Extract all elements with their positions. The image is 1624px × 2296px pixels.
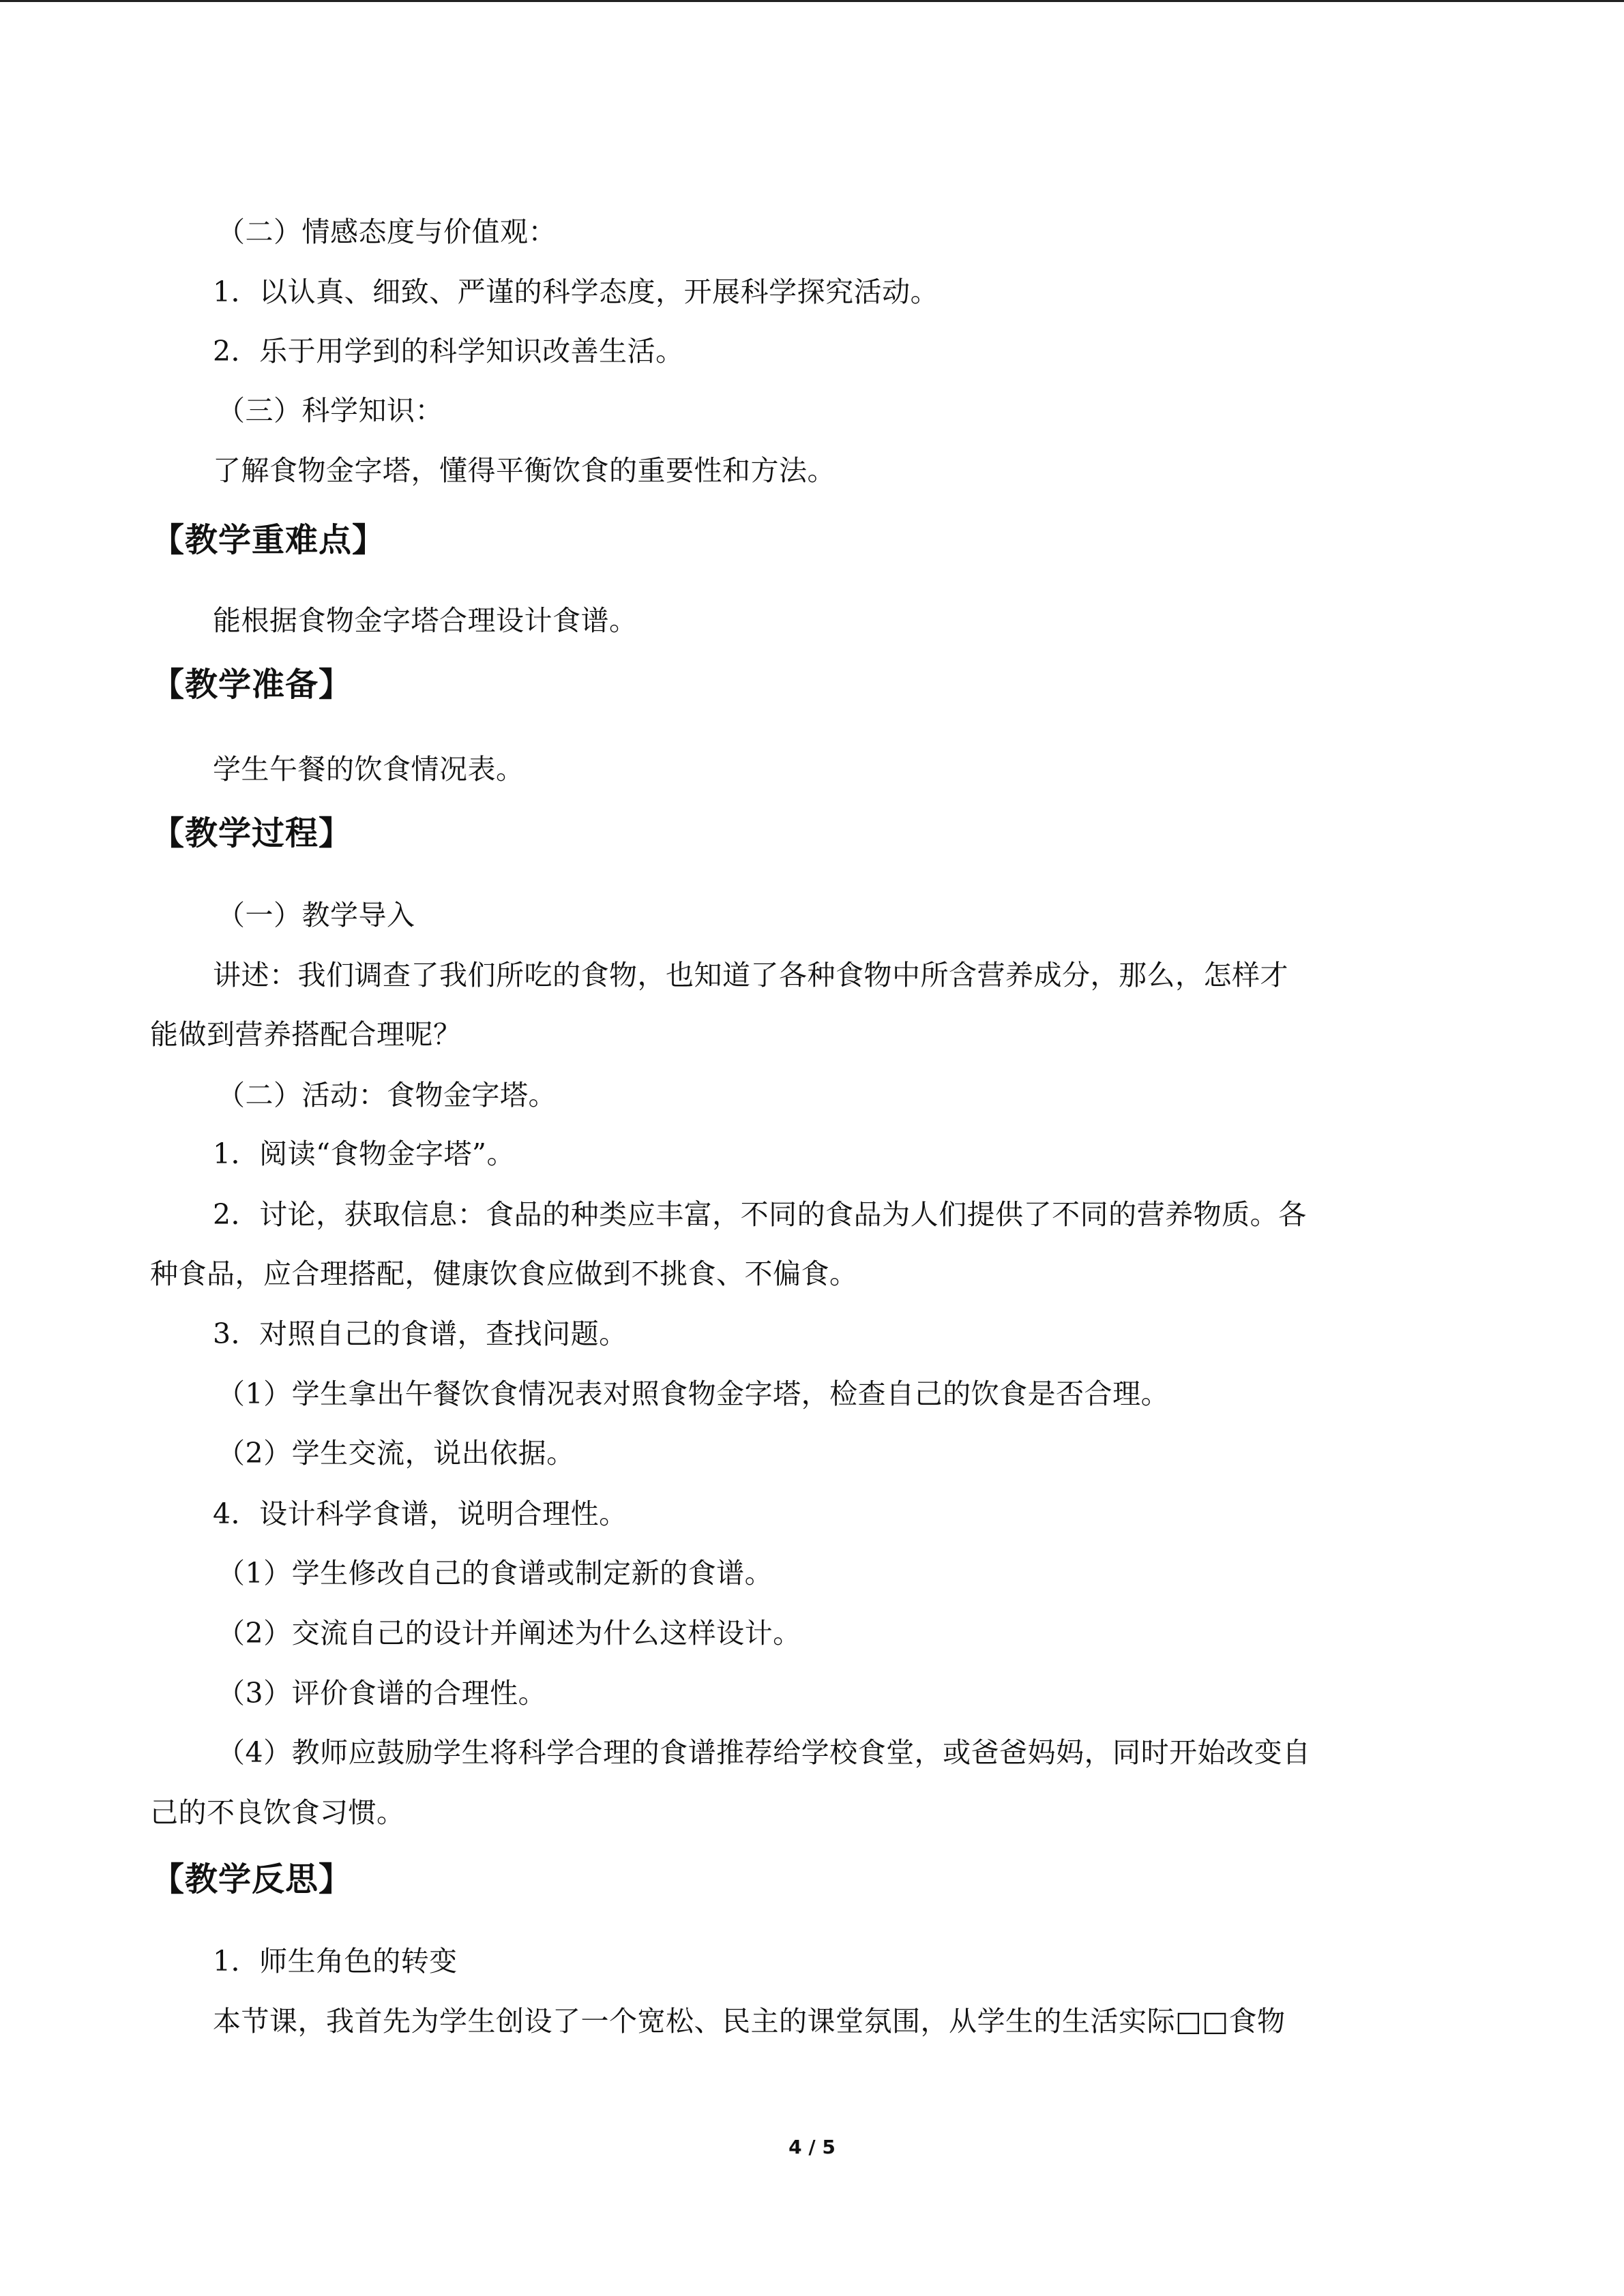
activity-title: （二）活动：食物金字塔。 [217,1079,557,1112]
emotion-section-title: （二）情感态度与价值观： [217,215,557,248]
step-4-sub-2: （2）交流自己的设计并阐述为什么这样设计。 [217,1617,801,1650]
step-4: 4．设计科学食谱，说明合理性。 [213,1497,628,1530]
intro-line-2: 能做到营养搭配合理呢？ [150,1018,462,1051]
step-4-sub-3: （3）评价食谱的合理性。 [217,1677,547,1710]
reflection-item-1: 1．师生角色的转变 [213,1945,458,1978]
step-3-sub-2: （2）学生交流，说出依据。 [217,1437,575,1470]
step-2-line-2: 种食品，应合理搭配，健康饮食应做到不挑食、不偏食。 [150,1257,858,1290]
step-3: 3．对照自己的食谱，查找问题。 [213,1317,628,1350]
step-2-line-1: 2．讨论，获取信息：食品的种类应丰富，不同的食品为人们提供了不同的营养物质。各 [213,1198,1307,1231]
top-border-line [0,0,1624,2]
emotion-item-2: 2．乐于用学到的科学知识改善生活。 [213,335,684,368]
knowledge-text: 了解食物金字塔，懂得平衡饮食的重要性和方法。 [213,454,836,487]
step-1: 1．阅读“食物金字塔”。 [213,1137,516,1170]
emotion-item-1: 1．以认真、细致、严谨的科学态度，开展科学探究活动。 [213,275,939,308]
process-heading: 【教学过程】 [151,814,353,852]
reflection-text: 本节课，我首先为学生创设了一个宽松、民主的课堂氛围，从学生的生活实际□□食物 [213,2005,1286,2038]
preparation-heading: 【教学准备】 [151,666,353,704]
step-4-sub-1: （1）学生修改自己的食谱或制定新的食谱。 [217,1557,773,1590]
step-4-sub-4-line-2: 己的不良饮食习惯。 [150,1796,405,1829]
knowledge-section-title: （三）科学知识： [217,394,443,427]
reflection-heading: 【教学反思】 [151,1860,353,1898]
key-points-text: 能根据食物金字塔合理设计食谱。 [213,604,638,637]
intro-line-1: 讲述：我们调查了我们所吃的食物，也知道了各种食物中所含营养成分，那么，怎样才 [213,959,1288,992]
step-3-sub-1: （1）学生拿出午餐饮食情况表对照食物金字塔，检查自己的饮食是否合理。 [217,1377,1170,1410]
intro-title: （一）教学导入 [217,899,415,931]
step-4-sub-4-line-1: （4）教师应鼓励学生将科学合理的食谱推荐给学校食堂，或爸爸妈妈，同时开始改变自 [217,1736,1311,1769]
page-number: 4 / 5 [788,2136,836,2158]
key-points-heading: 【教学重难点】 [151,521,386,559]
preparation-text: 学生午餐的饮食情况表。 [213,753,525,786]
